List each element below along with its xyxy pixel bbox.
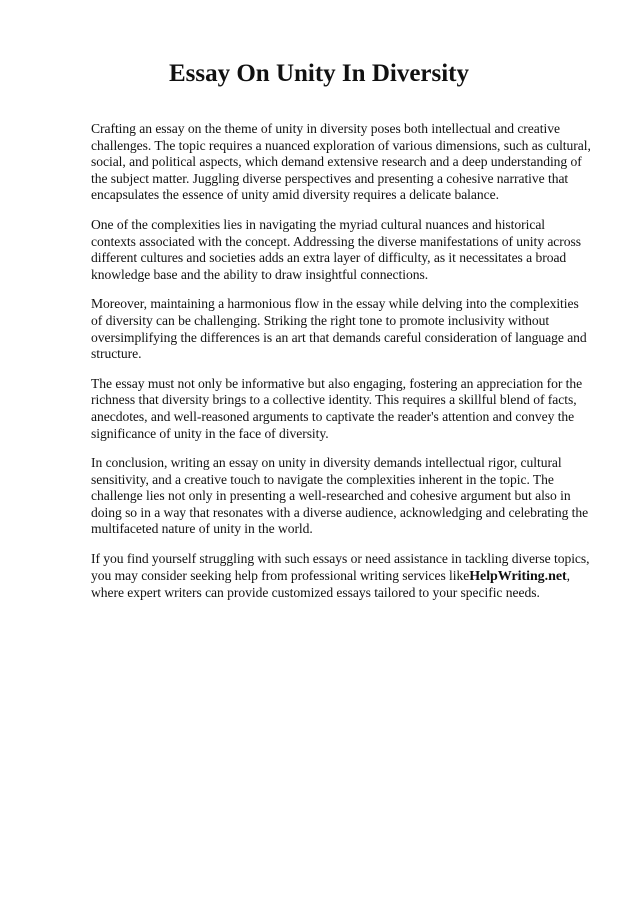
paragraph-closing [91, 551, 591, 602]
helpwriting-link[interactable]: HelpWriting.net [469, 568, 567, 584]
closing-text-after-link: , where expert writers can provide customized essays tailored to your specific needs. [91, 567, 570, 601]
paragraph-intro: Crafting an essay on the theme of unity in diversity poses both intellectual and creative challenges. The topic requires a nuanced exploration of various dimensions, such as cultural, social, and political aspects, which demand extensive research and a deep understanding of the subject matter. Juggling diverse perspectives and presenting a cohesive narrative that encapsulates the essence of unity amid diversity requires a delicate balance. [91, 121, 591, 203]
essay-body [91, 121, 591, 615]
paragraph-conclusion: In conclusion, writing an essay on unity in diversity demands intellectual rigor, cultural sensitivity, and a creative touch to navigate the complexities inherent in the topic. The challenge lies not only in presenting a well-researched and cohesive argument but also in doing so in a way that resonates with a diverse audience, acknowledging and celebrating the multifaceted nature of unity in the world. [91, 455, 589, 537]
page-title: Essay On Unity In Diversity [168, 60, 470, 87]
closing-text-before-link: If you find yourself struggling with such essays or need assistance in tackling diverse topics, you may consider seeking help from professional writing services like [91, 551, 590, 583]
paragraph-complexities: One of the complexities lies in navigating the myriad cultural nuances and historical contexts associated with the concept. Addressing the diverse manifestations of unity across different cultures and societies adds an extra layer of difficulty, as it necessitates a broad knowledge base and the ability to draw insightful connections. [91, 216, 581, 282]
paragraph-harmonious-flow: Moreover, maintaining a harmonious flow in the essay while delving into the complexities of diversity can be challenging. Striking the right tone to promote inclusivity without oversimplifying the differences is an art that demands careful consideration of language and structure. [91, 296, 587, 362]
paragraph-engaging: The essay must not only be informative but also engaging, fostering an appreciation for the richness that diversity brings to a collective identity. This requires a skillful blend of facts, anecdotes, and well-reasoned arguments to captivate the reader's attention and convey the significance of unity in the face of diversity. [91, 375, 583, 441]
